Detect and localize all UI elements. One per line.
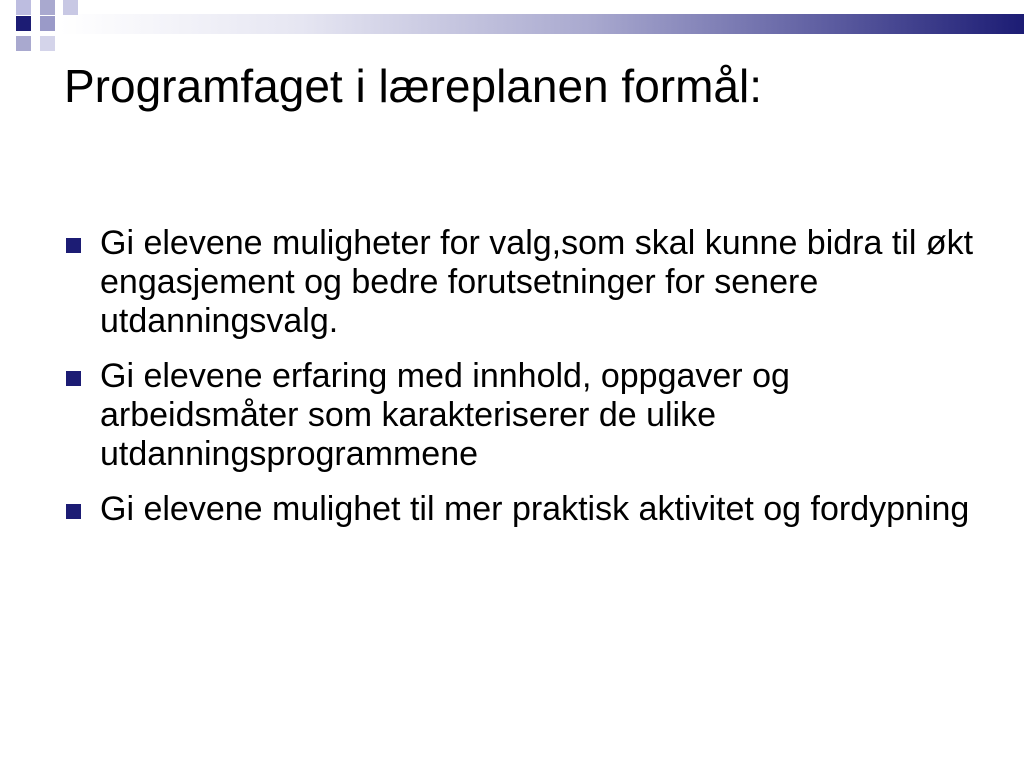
square-bullet-icon <box>66 504 81 519</box>
header-gradient-bar <box>60 14 1024 34</box>
square-bullet-icon <box>66 371 81 386</box>
corner-squares-decoration <box>0 0 80 60</box>
bullet-text: Gi elevene muligheter for valg,som skal kunne bidra til økt engasjement og bedre forutsetninger for senere utdanningsvalg. <box>100 224 974 340</box>
square-bullet-icon <box>66 238 81 253</box>
bullet-text: Gi elevene mulighet til mer praktisk aktivitet og fordypning <box>100 490 970 528</box>
bullet-item <box>64 490 984 529</box>
bullet-text: Gi elevene erfaring med innhold, oppgaver og arbeidsmåter som karakteriserer de ulike utdanningsprogrammene <box>100 357 790 473</box>
bullet-list <box>64 224 984 545</box>
bullet-item <box>64 357 984 474</box>
bullet-item <box>64 224 984 341</box>
slide-title: Programfaget i læreplanen formål: <box>64 60 762 112</box>
